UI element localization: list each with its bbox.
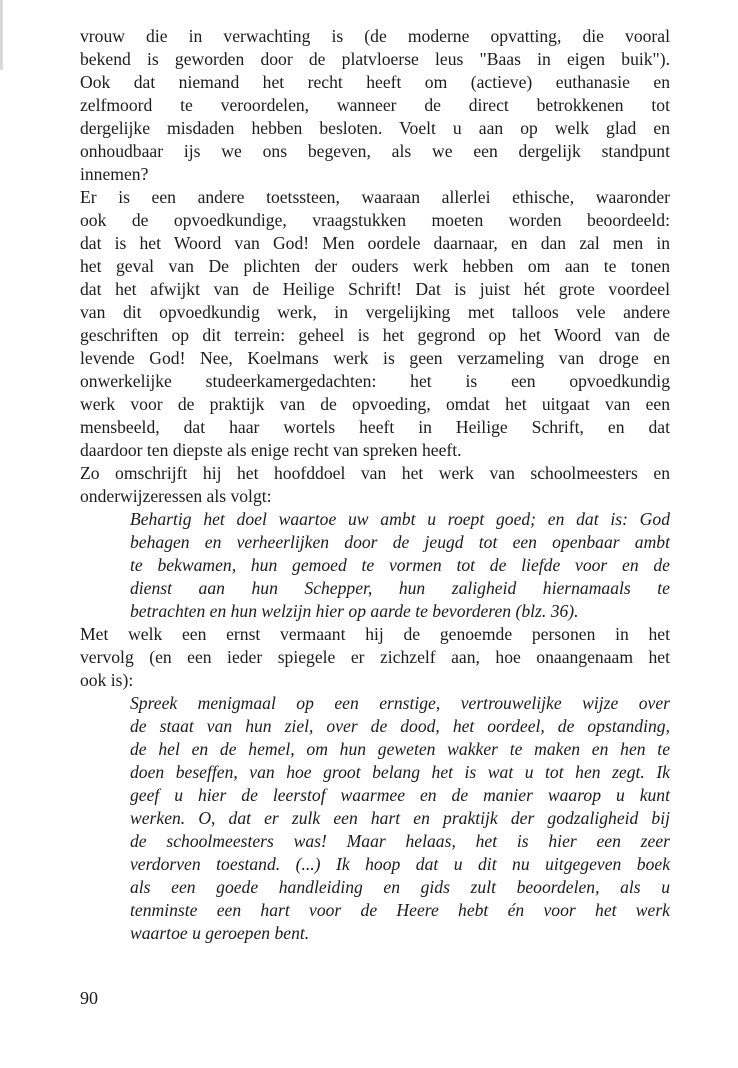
quote-line: betrachten en hun welzijn hier op aarde te bevorderen (blz. 36). (130, 601, 579, 621)
quote-line: de hel en de hemel, om hun geweten wakker te maken en hen te (130, 739, 670, 759)
text-line: onderwijzeressen als volgt: (80, 486, 272, 506)
text-line: onhoudbaar ijs we ons begeven, als we een dergelijk standpunt (80, 141, 670, 161)
quote-line: te bekwamen, hun gemoed te vormen tot de liefde voor en de (130, 555, 670, 575)
text-line: dat het afwijkt van de Heilige Schrift! Dat is juist hét grote voordeel (80, 279, 670, 299)
text-line: vrouw die in verwachting is (de moderne opvatting, die vooral (80, 26, 670, 46)
text-line: geschriften op dit terrein: geheel is het gegrond op het Woord van de (80, 325, 670, 345)
text-line: vervolg (en een ieder spiegele er zichzelf aan, hoe onaangenaam het (80, 647, 670, 667)
body-text (80, 25, 670, 945)
text-line: bekend is geworden door de platvloerse leus "Baas in eigen buik"). (80, 49, 670, 69)
quote-line: Behartig het doel waartoe uw ambt u roept goed; en dat is: God (130, 509, 670, 529)
text-line: daardoor ten diepste als enige recht van spreken heeft. (80, 440, 462, 460)
text-line: dergelijke misdaden hebben besloten. Voelt u aan op welk glad en (80, 118, 670, 138)
quote-line: Spreek menigmaal op een ernstige, vertrouwelijke wijze over (130, 693, 670, 713)
quote-line: de schoolmeesters was! Maar helaas, het is hier een zeer (130, 831, 670, 851)
text-line: innemen? (80, 164, 149, 184)
text-line: levende God! Nee, Koelmans werk is geen verzameling van droge en (80, 348, 670, 368)
quote-line: geef u hier de leerstof waarmee en de manier waarop u kunt (130, 785, 670, 805)
text-line: werk voor de praktijk van de opvoeding, omdat het uitgaat van een (80, 394, 670, 414)
text-line: dat is het Woord van God! Men oordele daarnaar, en dan zal men in (80, 233, 670, 253)
text-line: onwerkelijke studeerkamergedachten: het is een opvoedkundig (80, 371, 670, 391)
quote-line: doen beseffen, van hoe groot belang het is wat u tot hen zegt. Ik (130, 762, 670, 782)
quote-line: de staat van hun ziel, over de dood, het oordeel, de opstanding, (130, 716, 670, 736)
quote-line: als een goede handleiding en gids zult beoordelen, als u (130, 877, 670, 897)
quote-line: verdorven toestand. (...) Ik hoop dat u dit nu uitgegeven boek (130, 854, 670, 874)
page-number: 90 (80, 988, 98, 1008)
text-line: Met welk een ernst vermaant hij de genoemde personen in het (80, 624, 670, 644)
text-line: ook is): (80, 670, 134, 690)
text-line: mensbeeld, dat haar wortels heeft in Heilige Schrift, en dat (80, 417, 670, 437)
text-line: ook de opvoedkundige, vraagstukken moeten worden beoordeeld: (80, 210, 670, 230)
text-line: zelfmoord te veroordelen, wanneer de direct betrokkenen tot (80, 95, 670, 115)
quote-line: tenminste een hart voor de Heere hebt én voor het werk (130, 900, 670, 920)
text-line: Zo omschrijft hij het hoofddoel van het werk van schoolmeesters en (80, 463, 670, 483)
text-line: Ook dat niemand het recht heeft om (actieve) euthanasie en (80, 72, 670, 92)
quote-line: waartoe u geroepen bent. (130, 923, 310, 943)
text-line: Er is een andere toetssteen, waaraan allerlei ethische, waaronder (80, 187, 670, 207)
page-edge-shadow (0, 0, 3, 70)
quote-line: werken. O, dat er zulk een hart en praktijk der godzaligheid bij (130, 808, 670, 828)
quote-line: dienst aan hun Schepper, hun zaligheid hiernamaals te (130, 578, 670, 598)
text-line: het geval van De plichten der ouders werk hebben om aan te tonen (80, 256, 670, 276)
quote-line: behagen en verheerlijken door de jeugd tot een openbaar ambt (130, 532, 670, 552)
text-line: van dit opvoedkundig werk, in vergelijking met talloos vele andere (80, 302, 670, 322)
